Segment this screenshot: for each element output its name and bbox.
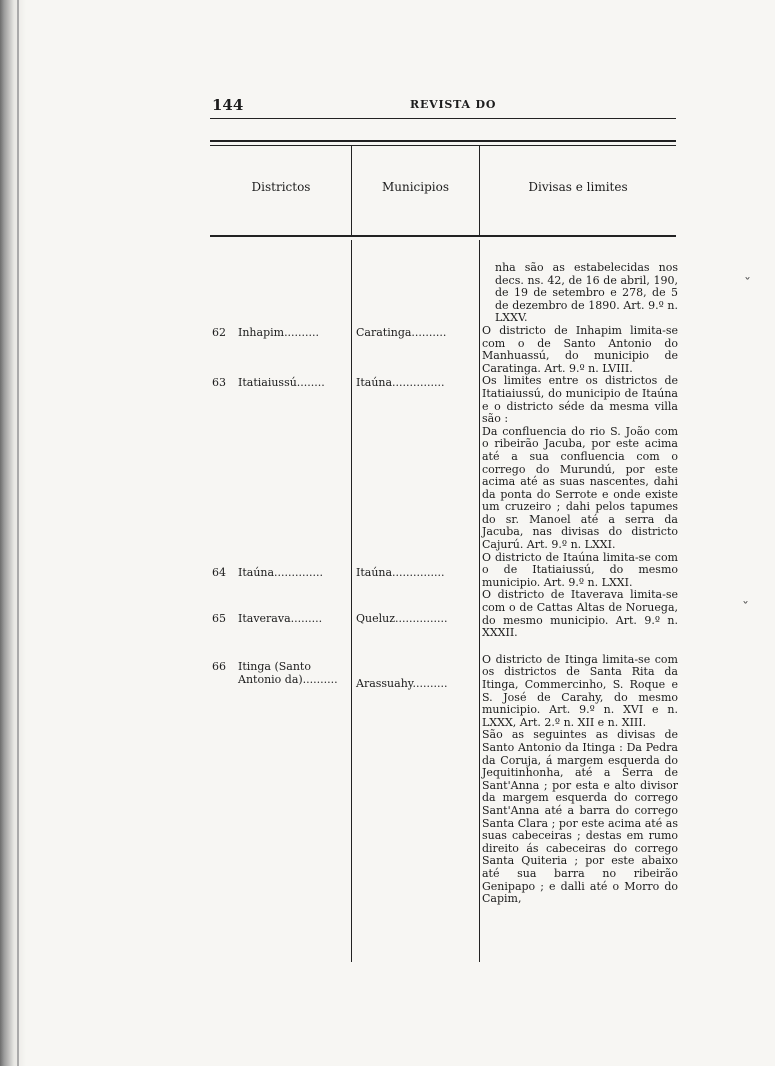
ink-speck: ˇ	[742, 600, 749, 616]
running-head: REVISTA DO	[410, 98, 497, 111]
page-header	[212, 96, 676, 116]
municipio-name: Itaúna...............	[356, 376, 445, 389]
district-name: Itaúna..............	[238, 566, 324, 579]
header-bottom-rule	[210, 235, 676, 237]
divisas-66: O districto de Itinga limita-se com os districtos de Santa Rita da Itinga, Commercinho, S. Roque e S. José de Carahy, do mesmo municipio. Art. 9.º n. XVI e n. LXXX, Art. 2.º n. XII e n. XIII.	[482, 652, 678, 729]
divisas-63: Os limites entre os districtos de Itatiaiussú, do municipio de Itaúna e o districto séde da mesma villa são :	[482, 374, 678, 426]
district-name: Inhapim..........	[238, 326, 320, 339]
row-number: 63	[212, 376, 226, 389]
divisas-65: O districto de Itaverava limita-se com o de Cattas Altas de Noruega, do mesmo municipio. Art. 9.º n. XXXII.	[482, 588, 678, 640]
row-number: 65	[212, 612, 226, 625]
page-edge-shadow	[0, 0, 26, 1066]
district-name: Itaverava.........	[238, 612, 323, 625]
row-number: 66	[212, 660, 226, 673]
col-header-municipios: Municipios	[381, 180, 450, 194]
column-divider	[479, 240, 480, 962]
divisas-63-extra: Da confluencia do rio S. João com o ribeirão Jacuba, por este acima até a sua confluencia com o corrego do Murundú, por este acima até as suas nascentes, dahi da ponta do Serrote e onde existe um cruzeiro ; dahi pelos tapumes do sr. Manoel até a serra da Jacuba, nas divisas do districto Cajurú. Art. 9.º n. LXXI.	[482, 424, 678, 552]
divisas-64: O districto de Itaúna limita-se com o de Itatiaiussú, do mesmo municipio. Art. 9.º n. LXXI.	[482, 550, 678, 589]
col-header-districtos: Districtos	[251, 180, 311, 194]
table-top-rule	[210, 140, 676, 142]
page-number: 144	[212, 96, 244, 114]
continuation-text: nha são as estabelecidas nos decs. ns. 42, de 16 de abril, 190, de 19 de setembro e 278, de 5 de dezembro de 1890. Art. 9.º n. LXXV.	[495, 261, 678, 325]
municipio-name: Arassuahy..........	[356, 677, 448, 690]
page-edge-line	[17, 0, 19, 1066]
divisas-62: O districto de Inhapim limita-se com o de Santo Antonio do Manhuassú, do municipio de Caratinga. Art. 9.º n. LVIII.	[482, 323, 678, 375]
column-divider	[351, 240, 352, 962]
col-header-divisas: Divisas e limites	[528, 180, 628, 194]
divisas-column	[482, 262, 678, 906]
divisas-66-extra: São as seguintes as divisas de Santo Antonio da Itinga : Da Pedra da Coruja, á margem esquerda do Jequitinhonha, até a Serra de Sant'Anna ; por esta e alto divisor da margem esquerda do corrego Sant'Anna até a barra do corrego Santa Clara ; por este acima até as suas cabeceiras ; destas em rumo direito ás cabeceiras do corrego Santa Quiteria ; por este abaixo até sua barra no ribeirão Genipapo ; e dalli até o Morro do Capim,	[482, 728, 678, 906]
district-name: Itinga (Santo Antonio da)..........	[238, 660, 338, 686]
row-number: 62	[212, 326, 226, 339]
municipio-name: Caratinga..........	[356, 326, 447, 339]
district-name: Itatiaiussú........	[238, 376, 325, 389]
table-top-rule-thin	[210, 145, 676, 146]
municipio-name: Queluz...............	[356, 612, 448, 625]
municipio-name: Itaúna...............	[356, 566, 445, 579]
row-number: 64	[212, 566, 226, 579]
ink-speck: ˇ	[744, 276, 751, 292]
header-rule	[210, 118, 676, 119]
